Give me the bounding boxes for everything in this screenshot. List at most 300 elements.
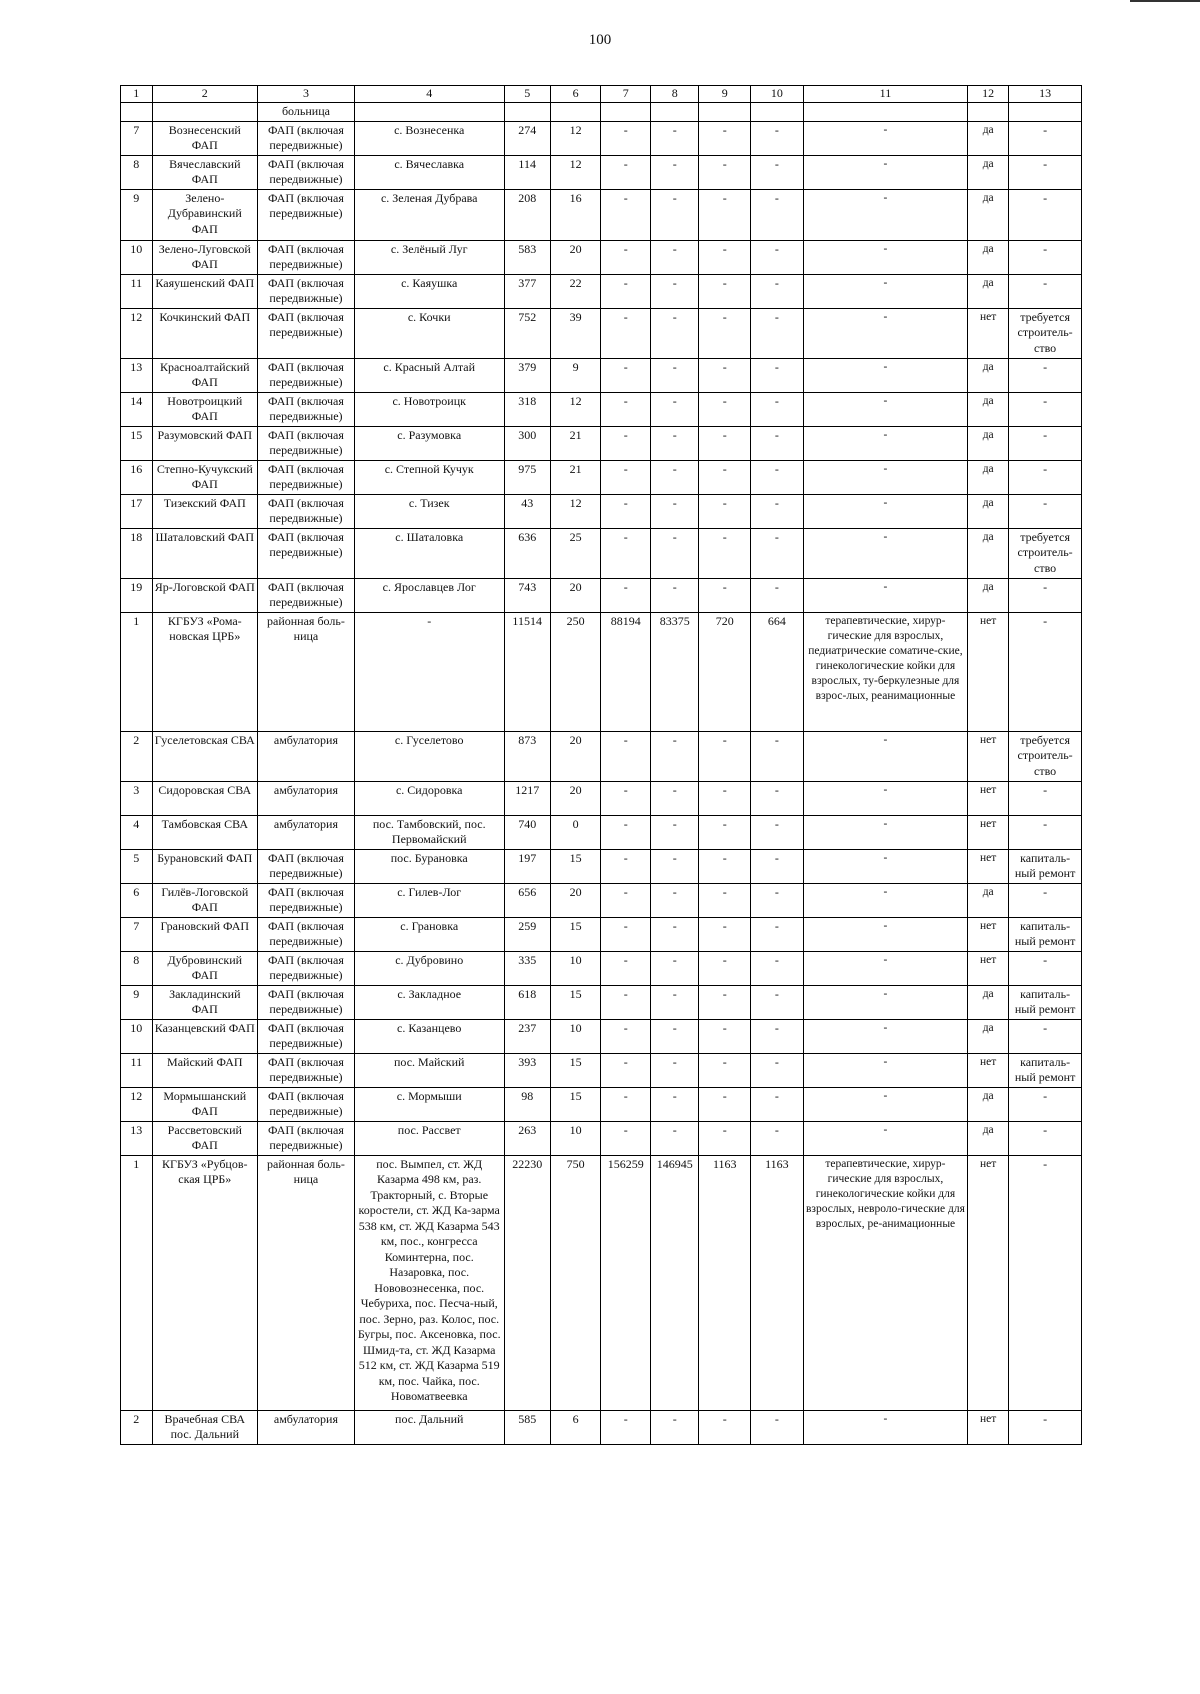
population-cell: 237 — [504, 1019, 550, 1053]
facility-type-cell: амбулатория — [257, 815, 354, 849]
required-action-cell: - — [1009, 1155, 1082, 1410]
status-cell: нет — [968, 951, 1009, 985]
status-cell: нет — [968, 815, 1009, 849]
table-row — [121, 883, 1082, 917]
distance-cell: 12 — [550, 121, 601, 155]
table-row — [121, 917, 1082, 951]
required-action-cell: - — [1009, 883, 1082, 917]
population-cell: 274 — [504, 121, 550, 155]
table-row — [121, 1155, 1082, 1410]
bed-profiles-cell: - — [803, 1019, 967, 1053]
served-localities-cell: с. Кочки — [354, 308, 504, 358]
col-8-cell: - — [650, 951, 698, 985]
col-10-cell: - — [751, 781, 804, 815]
distance-cell: 12 — [550, 155, 601, 189]
distance-cell: 250 — [550, 612, 601, 731]
row-number-cell: 4 — [121, 815, 153, 849]
col-10-cell: 664 — [751, 612, 804, 731]
required-action-cell: - — [1009, 815, 1082, 849]
facility-name-cell: Гилёв-Логовской ФАП — [152, 883, 257, 917]
bed-profiles-cell: - — [803, 815, 967, 849]
required-action-cell: капиталь-ный ремонт — [1009, 849, 1082, 883]
facility-type-cell: районная боль-ница — [257, 1155, 354, 1410]
facility-type-cell: ФАП (включая передвижные) — [257, 358, 354, 392]
col-7-cell: - — [601, 1053, 651, 1087]
col-10-cell: - — [751, 494, 804, 528]
column-number: 3 — [257, 86, 354, 103]
facility-name-cell: Дубровинский ФАП — [152, 951, 257, 985]
col-9-cell: - — [699, 274, 751, 308]
facility-name-cell: Рассветовский ФАП — [152, 1121, 257, 1155]
row-number-cell: 1 — [121, 612, 153, 731]
served-localities-cell: пос. Бурановка — [354, 849, 504, 883]
table-row — [121, 189, 1082, 240]
population-cell: 259 — [504, 917, 550, 951]
required-action-cell: - — [1009, 155, 1082, 189]
col-8-cell: - — [650, 917, 698, 951]
facility-name-cell: Красноалтайский ФАП — [152, 358, 257, 392]
col-7-cell: - — [601, 240, 651, 274]
served-localities-cell: пос. Дальний — [354, 1410, 504, 1444]
col-9-cell: - — [699, 883, 751, 917]
col-10-cell: - — [751, 240, 804, 274]
facility-name-cell: Тизекский ФАП — [152, 494, 257, 528]
required-action-cell: - — [1009, 612, 1082, 731]
population-cell: 208 — [504, 189, 550, 240]
row-number-cell: 17 — [121, 494, 153, 528]
table-row — [121, 460, 1082, 494]
required-action-cell: - — [1009, 494, 1082, 528]
bed-profiles-cell: - — [803, 1053, 967, 1087]
row-number-cell: 5 — [121, 849, 153, 883]
table-row — [121, 612, 1082, 731]
served-localities-cell: с. Ярославцев Лог — [354, 578, 504, 612]
data-table — [120, 85, 1082, 1445]
status-cell: да — [968, 121, 1009, 155]
distance-cell: 9 — [550, 358, 601, 392]
col-9-cell: - — [699, 985, 751, 1019]
col-8-cell: 146945 — [650, 1155, 698, 1410]
required-action-cell: - — [1009, 1087, 1082, 1121]
facility-name-cell: Врачебная СВА пос. Дальний — [152, 1410, 257, 1444]
row-number-cell: 15 — [121, 426, 153, 460]
col-7-cell: 156259 — [601, 1155, 651, 1410]
status-cell: да — [968, 528, 1009, 578]
required-action-cell: - — [1009, 460, 1082, 494]
status-cell — [968, 103, 1009, 122]
facility-name-cell: Мормышанский ФАП — [152, 1087, 257, 1121]
col-7-cell: - — [601, 951, 651, 985]
bed-profiles-cell: - — [803, 426, 967, 460]
required-action-cell: - — [1009, 426, 1082, 460]
facility-name-cell: Вознесенский ФАП — [152, 121, 257, 155]
col-9-cell: - — [699, 1019, 751, 1053]
col-7-cell: - — [601, 578, 651, 612]
col-10-cell: 1163 — [751, 1155, 804, 1410]
row-number-cell: 19 — [121, 578, 153, 612]
col-10-cell: - — [751, 951, 804, 985]
col-7-cell: - — [601, 849, 651, 883]
facility-type-cell: ФАП (включая передвижные) — [257, 985, 354, 1019]
col-9-cell: 1163 — [699, 1155, 751, 1410]
served-localities-cell: с. Новотроицк — [354, 392, 504, 426]
column-number: 10 — [751, 86, 804, 103]
col-8-cell: - — [650, 494, 698, 528]
status-cell: нет — [968, 1155, 1009, 1410]
col-9-cell: - — [699, 1121, 751, 1155]
facility-type-cell: ФАП (включая передвижные) — [257, 883, 354, 917]
col-10-cell: - — [751, 815, 804, 849]
col-8-cell: 83375 — [650, 612, 698, 731]
facility-type-cell: ФАП (включая передвижные) — [257, 578, 354, 612]
population-cell: 43 — [504, 494, 550, 528]
row-number-cell: 10 — [121, 1019, 153, 1053]
row-number-cell: 9 — [121, 985, 153, 1019]
population-cell: 752 — [504, 308, 550, 358]
facility-type-cell: амбулатория — [257, 781, 354, 815]
col-8-cell: - — [650, 274, 698, 308]
bed-profiles-cell: - — [803, 731, 967, 781]
required-action-cell: - — [1009, 274, 1082, 308]
col-7-cell: - — [601, 1121, 651, 1155]
col-10-cell: - — [751, 917, 804, 951]
population-cell: 618 — [504, 985, 550, 1019]
column-number: 7 — [601, 86, 651, 103]
row-number-cell: 8 — [121, 155, 153, 189]
required-action-cell: капиталь-ный ремонт — [1009, 985, 1082, 1019]
row-number-cell: 7 — [121, 121, 153, 155]
row-number-cell: 12 — [121, 308, 153, 358]
col-8-cell: - — [650, 731, 698, 781]
population-cell: 975 — [504, 460, 550, 494]
served-localities-cell: - — [354, 612, 504, 731]
required-action-cell: - — [1009, 392, 1082, 426]
col-10-cell: - — [751, 1053, 804, 1087]
col-7-cell — [601, 103, 651, 122]
bed-profiles-cell: - — [803, 358, 967, 392]
col-10-cell: - — [751, 121, 804, 155]
status-cell: да — [968, 1087, 1009, 1121]
required-action-cell: требуется строитель-ство — [1009, 731, 1082, 781]
col-8-cell: - — [650, 155, 698, 189]
facility-type-cell: ФАП (включая передвижные) — [257, 121, 354, 155]
population-cell: 636 — [504, 528, 550, 578]
distance-cell: 6 — [550, 1410, 601, 1444]
distance-cell: 25 — [550, 528, 601, 578]
facility-name-cell: Новотроицкий ФАП — [152, 392, 257, 426]
row-number-cell: 1 — [121, 1155, 153, 1410]
facility-type-cell: ФАП (включая передвижные) — [257, 528, 354, 578]
col-10-cell: - — [751, 985, 804, 1019]
row-number-cell: 9 — [121, 189, 153, 240]
col-8-cell — [650, 103, 698, 122]
table-row — [121, 494, 1082, 528]
col-7-cell: - — [601, 985, 651, 1019]
table-row — [121, 781, 1082, 815]
col-8-cell: - — [650, 815, 698, 849]
col-8-cell: - — [650, 1410, 698, 1444]
col-8-cell: - — [650, 1087, 698, 1121]
column-number: 5 — [504, 86, 550, 103]
col-9-cell: - — [699, 917, 751, 951]
bed-profiles-cell: - — [803, 985, 967, 1019]
facility-type-cell: ФАП (включая передвижные) — [257, 155, 354, 189]
facility-name-cell: Казанцевский ФАП — [152, 1019, 257, 1053]
facility-name-cell: КГБУЗ «Рубцов-ская ЦРБ» — [152, 1155, 257, 1410]
facility-name-cell — [152, 103, 257, 122]
col-9-cell: - — [699, 578, 751, 612]
required-action-cell: - — [1009, 189, 1082, 240]
population-cell: 98 — [504, 1087, 550, 1121]
col-8-cell: - — [650, 392, 698, 426]
table-row — [121, 951, 1082, 985]
required-action-cell: - — [1009, 1019, 1082, 1053]
col-7-cell: - — [601, 528, 651, 578]
row-number-cell: 2 — [121, 731, 153, 781]
required-action-cell: - — [1009, 951, 1082, 985]
facility-type-cell: ФАП (включая передвижные) — [257, 308, 354, 358]
distance-cell: 15 — [550, 849, 601, 883]
facility-type-cell: ФАП (включая передвижные) — [257, 494, 354, 528]
col-8-cell: - — [650, 985, 698, 1019]
distance-cell: 10 — [550, 1019, 601, 1053]
facility-name-cell: Зелено-Дубравинский ФАП — [152, 189, 257, 240]
col-9-cell: - — [699, 849, 751, 883]
bed-profiles-cell: - — [803, 917, 967, 951]
distance-cell: 20 — [550, 240, 601, 274]
row-number-cell: 18 — [121, 528, 153, 578]
col-8-cell: - — [650, 460, 698, 494]
col-7-cell: 88194 — [601, 612, 651, 731]
table-row — [121, 1410, 1082, 1444]
population-cell: 873 — [504, 731, 550, 781]
required-action-cell: - — [1009, 781, 1082, 815]
status-cell: да — [968, 240, 1009, 274]
facility-type-cell: ФАП (включая передвижные) — [257, 392, 354, 426]
col-9-cell: - — [699, 155, 751, 189]
table-row — [121, 358, 1082, 392]
facility-type-cell: больница — [257, 103, 354, 122]
col-8-cell: - — [650, 121, 698, 155]
col-7-cell: - — [601, 917, 651, 951]
col-10-cell: - — [751, 1087, 804, 1121]
population-cell: 743 — [504, 578, 550, 612]
col-9-cell: - — [699, 392, 751, 426]
required-action-cell: капиталь-ный ремонт — [1009, 917, 1082, 951]
page-number: 100 — [588, 32, 612, 48]
table-row — [121, 308, 1082, 358]
row-number-cell: 13 — [121, 358, 153, 392]
served-localities-cell: с. Шаталовка — [354, 528, 504, 578]
col-7-cell: - — [601, 426, 651, 460]
status-cell: да — [968, 494, 1009, 528]
col-10-cell: - — [751, 528, 804, 578]
facility-name-cell: Сидоровская СВА — [152, 781, 257, 815]
required-action-cell: капиталь-ный ремонт — [1009, 1053, 1082, 1087]
bed-profiles-cell — [803, 103, 967, 122]
table-row — [121, 578, 1082, 612]
distance-cell: 21 — [550, 460, 601, 494]
table-row — [121, 731, 1082, 781]
col-9-cell: - — [699, 1053, 751, 1087]
col-8-cell: - — [650, 781, 698, 815]
col-7-cell: - — [601, 1019, 651, 1053]
col-8-cell: - — [650, 189, 698, 240]
status-cell: да — [968, 358, 1009, 392]
bed-profiles-cell: - — [803, 494, 967, 528]
col-8-cell: - — [650, 240, 698, 274]
distance-cell: 750 — [550, 1155, 601, 1410]
distance-cell: 10 — [550, 951, 601, 985]
served-localities-cell: с. Зелёный Луг — [354, 240, 504, 274]
status-cell: нет — [968, 917, 1009, 951]
bed-profiles-cell: - — [803, 1121, 967, 1155]
column-number: 11 — [803, 86, 967, 103]
distance-cell: 39 — [550, 308, 601, 358]
distance-cell: 10 — [550, 1121, 601, 1155]
facility-type-cell: ФАП (включая передвижные) — [257, 1087, 354, 1121]
table-row — [121, 240, 1082, 274]
distance-cell: 22 — [550, 274, 601, 308]
required-action-cell: - — [1009, 1121, 1082, 1155]
scan-edge-mark — [1130, 0, 1200, 2]
facility-name-cell: КГБУЗ «Рома-новская ЦРБ» — [152, 612, 257, 731]
distance-cell: 15 — [550, 1087, 601, 1121]
served-localities-cell: с. Гилев-Лог — [354, 883, 504, 917]
facility-name-cell: Каяушенский ФАП — [152, 274, 257, 308]
population-cell: 656 — [504, 883, 550, 917]
table-row — [121, 426, 1082, 460]
col-8-cell: - — [650, 358, 698, 392]
facility-name-cell: Майский ФАП — [152, 1053, 257, 1087]
facility-name-cell: Грановский ФАП — [152, 917, 257, 951]
served-localities-cell: с. Вознесенка — [354, 121, 504, 155]
col-7-cell: - — [601, 781, 651, 815]
population-cell: 335 — [504, 951, 550, 985]
status-cell: да — [968, 1121, 1009, 1155]
col-9-cell: - — [699, 951, 751, 985]
col-8-cell: - — [650, 426, 698, 460]
facility-name-cell: Вячеславский ФАП — [152, 155, 257, 189]
col-10-cell: - — [751, 1121, 804, 1155]
col-7-cell: - — [601, 308, 651, 358]
col-8-cell: - — [650, 883, 698, 917]
bed-profiles-cell: - — [803, 528, 967, 578]
bed-profiles-cell: - — [803, 240, 967, 274]
table-row — [121, 528, 1082, 578]
facility-name-cell: Кочкинский ФАП — [152, 308, 257, 358]
col-9-cell: - — [699, 781, 751, 815]
facility-type-cell: ФАП (включая передвижные) — [257, 189, 354, 240]
col-10-cell: - — [751, 426, 804, 460]
population-cell — [504, 103, 550, 122]
required-action-cell: - — [1009, 578, 1082, 612]
col-10-cell: - — [751, 308, 804, 358]
facility-name-cell: Яр-Логовской ФАП — [152, 578, 257, 612]
row-number-cell: 2 — [121, 1410, 153, 1444]
required-action-cell: - — [1009, 121, 1082, 155]
served-localities-cell: с. Разумовка — [354, 426, 504, 460]
status-cell: нет — [968, 731, 1009, 781]
status-cell: нет — [968, 308, 1009, 358]
col-7-cell: - — [601, 731, 651, 781]
served-localities-cell: с. Вячеславка — [354, 155, 504, 189]
population-cell: 11514 — [504, 612, 550, 731]
facility-name-cell: Шаталовский ФАП — [152, 528, 257, 578]
status-cell: нет — [968, 1053, 1009, 1087]
col-9-cell: - — [699, 528, 751, 578]
facility-name-cell: Тамбовская СВА — [152, 815, 257, 849]
col-10-cell: - — [751, 731, 804, 781]
facility-name-cell: Закладинский ФАП — [152, 985, 257, 1019]
col-8-cell: - — [650, 1053, 698, 1087]
distance-cell: 15 — [550, 917, 601, 951]
population-cell: 740 — [504, 815, 550, 849]
status-cell: да — [968, 883, 1009, 917]
facility-name-cell: Бурановский ФАП — [152, 849, 257, 883]
distance-cell: 20 — [550, 578, 601, 612]
served-localities-cell: с. Закладное — [354, 985, 504, 1019]
col-10-cell: - — [751, 392, 804, 426]
status-cell: да — [968, 189, 1009, 240]
bed-profiles-cell: - — [803, 189, 967, 240]
distance-cell — [550, 103, 601, 122]
row-number-cell: 10 — [121, 240, 153, 274]
status-cell: да — [968, 392, 1009, 426]
status-cell: нет — [968, 849, 1009, 883]
col-10-cell: - — [751, 358, 804, 392]
served-localities-cell: с. Казанцево — [354, 1019, 504, 1053]
distance-cell: 15 — [550, 985, 601, 1019]
bed-profiles-cell: - — [803, 849, 967, 883]
col-8-cell: - — [650, 849, 698, 883]
col-9-cell: - — [699, 308, 751, 358]
bed-profiles-cell: - — [803, 460, 967, 494]
bed-profiles-cell: - — [803, 578, 967, 612]
population-cell: 197 — [504, 849, 550, 883]
bed-profiles-cell: - — [803, 883, 967, 917]
population-cell: 379 — [504, 358, 550, 392]
col-8-cell: - — [650, 308, 698, 358]
col-7-cell: - — [601, 392, 651, 426]
required-action-cell: - — [1009, 240, 1082, 274]
bed-profiles-cell: - — [803, 274, 967, 308]
distance-cell: 21 — [550, 426, 601, 460]
col-7-cell: - — [601, 358, 651, 392]
column-number: 12 — [968, 86, 1009, 103]
table-row — [121, 1019, 1082, 1053]
required-action-cell: - — [1009, 1410, 1082, 1444]
col-10-cell: - — [751, 1410, 804, 1444]
table-row — [121, 1121, 1082, 1155]
table-row — [121, 103, 1082, 122]
column-number: 9 — [699, 86, 751, 103]
distance-cell: 20 — [550, 781, 601, 815]
status-cell: да — [968, 155, 1009, 189]
served-localities-cell: с. Сидоровка — [354, 781, 504, 815]
table-row — [121, 1087, 1082, 1121]
required-action-cell: требуется строитель-ство — [1009, 308, 1082, 358]
status-cell: да — [968, 985, 1009, 1019]
population-cell: 585 — [504, 1410, 550, 1444]
served-localities-cell: пос. Майский — [354, 1053, 504, 1087]
col-7-cell: - — [601, 815, 651, 849]
bed-profiles-cell: - — [803, 1410, 967, 1444]
col-9-cell — [699, 103, 751, 122]
col-10-cell: - — [751, 578, 804, 612]
col-7-cell: - — [601, 460, 651, 494]
distance-cell: 20 — [550, 731, 601, 781]
